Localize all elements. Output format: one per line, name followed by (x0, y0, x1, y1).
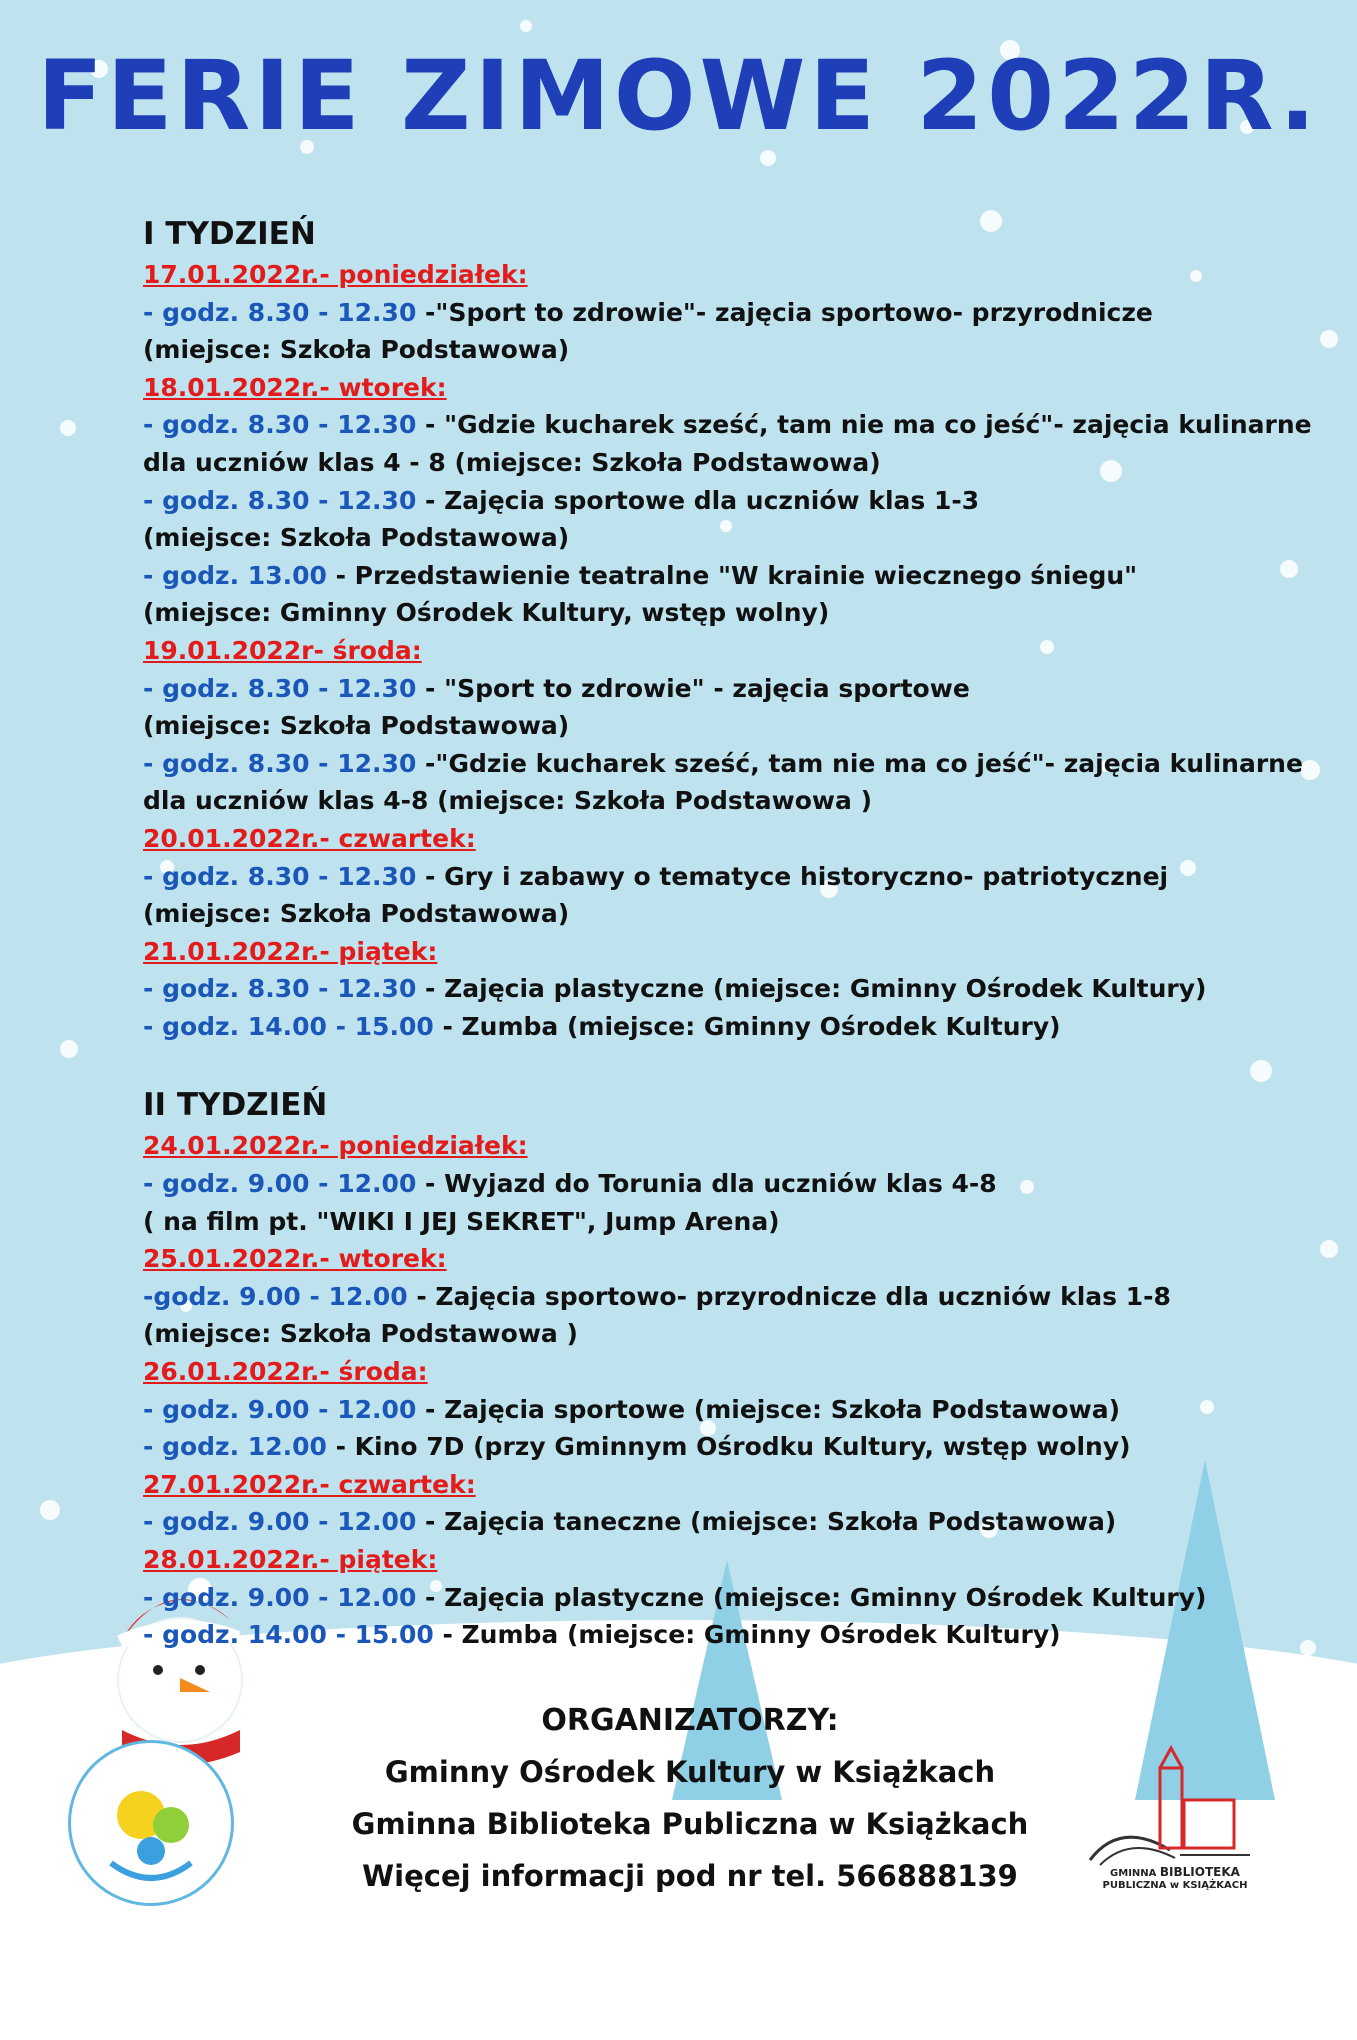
event-line (143, 1579, 1293, 1617)
event-text: - Zajęcia sportowe (miejsce: Szkoła Podstawowa) (416, 1394, 1120, 1424)
event-line (143, 594, 1293, 632)
snowflake (520, 20, 532, 32)
event-time: - godz. 13.00 (143, 560, 327, 590)
event-time: - godz. 8.30 - 12.30 (143, 410, 417, 440)
week1-days (143, 256, 1312, 1045)
event-time: - godz. 8.30 - 12.30 (143, 673, 417, 703)
event-line (143, 1203, 1293, 1241)
event-line (143, 331, 1293, 369)
event-text: ( na film pt. "WIKI I JEJ SEKRET", Jump Arena) (143, 1206, 780, 1236)
culture-center-logo (68, 1740, 234, 1906)
organizers-block (290, 1696, 1090, 1902)
event-time: - godz. 8.30 - 12.30 (143, 748, 417, 778)
event-time: - godz. 8.30 - 12.30 (143, 861, 417, 891)
week2-heading: II TYDZIEŃ (143, 1087, 328, 1124)
event-line (143, 1315, 1293, 1353)
schedule (143, 212, 1312, 1654)
event-line (143, 1428, 1293, 1466)
event-text: (miejsce: Szkoła Podstawowa) (143, 711, 570, 741)
event-text: - Zajęcia plastyczne (miejsce: Gminny Ośrodek Kultury) (416, 1582, 1207, 1612)
event-time: - godz. 8.30 - 12.30 (143, 974, 417, 1004)
event-time: - godz. 9.00 - 12.00 (143, 1394, 417, 1424)
event-line (143, 745, 1303, 783)
week1-heading: I TYDZIEŃ (143, 216, 316, 252)
contact-phone-line: Więcej informacji pod nr tel. 566888139 (362, 1859, 1018, 1893)
event-text: (miejsce: Szkoła Podstawowa) (143, 523, 570, 553)
organizer-library: Gminna Biblioteka Publiczna w Książkach (351, 1807, 1029, 1841)
snowflake (1300, 1640, 1316, 1656)
event-time: - godz. 14.00 - 15.00 (143, 1011, 434, 1041)
event-time: - godz. 9.00 - 12.00 (143, 1169, 417, 1199)
event-line (143, 294, 1293, 332)
event-line (143, 670, 1293, 708)
day-date: 17.01.2022r.- poniedziałek: (143, 260, 528, 289)
snowflake (60, 1040, 78, 1058)
snowflake (40, 1500, 60, 1520)
event-text: - Zajęcia taneczne (miejsce: Szkoła Podstawowa) (416, 1507, 1117, 1537)
day-date: 21.01.2022r.- piątek: (143, 936, 438, 966)
day-date: 27.01.2022r.- czwartek: (143, 1469, 476, 1499)
snowflake (1320, 330, 1338, 348)
event-line (143, 1391, 1293, 1429)
event-time: - godz. 8.30 - 12.30 (143, 485, 417, 515)
event-line (143, 1503, 1293, 1541)
day-date: 20.01.2022r.- czwartek: (143, 823, 476, 853)
event-text: (miejsce: Szkoła Podstawowa) (143, 899, 570, 929)
day-date: 28.01.2022r.- piątek: (143, 1545, 438, 1574)
event-time: - godz. 14.00 - 15.00 (143, 1620, 434, 1650)
culture-center-logo-icon (71, 1743, 231, 1903)
event-text: -"Gdzie kucharek sześć, tam nie ma co jeść"- zajęcia kulinarne (416, 748, 1303, 778)
event-line (143, 1616, 1293, 1654)
event-text: -"Sport to zdrowie"- zajęcia sportowo- przyrodnicze (416, 297, 1153, 327)
day-date: 26.01.2022r.- środa: (143, 1357, 428, 1387)
snowflake (1320, 1240, 1338, 1258)
event-text: - Wyjazd do Torunia dla uczniów klas 4-8 (416, 1169, 997, 1199)
event-text: - Zajęcia sportowo- przyrodnicze dla uczniów klas 1-8 (407, 1281, 1171, 1311)
event-line (143, 895, 1293, 933)
event-line (143, 782, 1293, 820)
event-text: (miejsce: Gminny Ośrodek Kultury, wstęp wolny) (143, 598, 830, 628)
event-text: - Gry i zabawy o tematyce historyczno- patriotycznej (416, 861, 1169, 891)
event-text: (miejsce: Szkoła Podstawowa ) (143, 1319, 578, 1349)
day-date: 19.01.2022r- środa: (143, 635, 422, 665)
event-text: - "Sport to zdrowie" - zajęcia sportowe (416, 673, 970, 703)
page-title: FERIE ZIMOWE 2022R. (37, 40, 1320, 152)
event-line (143, 519, 1293, 557)
snowflake (60, 420, 76, 436)
event-text: - Zumba (miejsce: Gminny Ośrodek Kultury) (433, 1011, 1061, 1041)
day-date: 24.01.2022r.- poniedziałek: (143, 1131, 528, 1161)
event-line (143, 406, 1312, 444)
event-line (143, 1278, 1293, 1316)
event-text: - Zumba (miejsce: Gminny Ośrodek Kultury) (433, 1620, 1061, 1650)
organizer-culture-center: Gminny Ośrodek Kultury w Książkach (384, 1755, 996, 1789)
event-text: dla uczniów klas 4-8 (miejsce: Szkoła Podstawowa ) (143, 786, 872, 816)
snowflake (1300, 760, 1320, 780)
event-line (143, 970, 1293, 1008)
event-line (143, 1165, 1293, 1203)
event-text: (miejsce: Szkoła Podstawowa) (143, 335, 570, 365)
event-time: - godz. 9.00 - 12.00 (143, 1507, 417, 1537)
event-time: - godz. 8.30 - 12.30 (143, 297, 417, 327)
event-line (143, 707, 1293, 745)
organizers-heading: ORGANIZATORZY: (541, 1703, 839, 1738)
event-text: - Kino 7D (przy Gminnym Ośrodku Kultury, wstęp wolny) (326, 1432, 1131, 1462)
event-line (143, 1008, 1293, 1046)
event-text: - Zajęcia sportowe dla uczniów klas 1-3 (416, 485, 980, 515)
day-date: 25.01.2022r.- wtorek: (143, 1244, 447, 1274)
snowflake (760, 150, 776, 166)
library-logo-text: GMINNA BIBLIOTEKA PUBLICZNA w KSIĄŻKACH (1102, 1865, 1248, 1891)
day-date: 18.01.2022r.- wtorek: (143, 372, 447, 402)
event-line (143, 482, 1293, 520)
event-line (143, 557, 1293, 595)
event-text: - Zajęcia plastyczne (miejsce: Gminny Ośrodek Kultury) (416, 974, 1207, 1004)
event-time: - godz. 12.00 (143, 1432, 327, 1462)
event-text: - Przedstawienie teatralne "W krainie wiecznego śniegu" (326, 560, 1138, 590)
event-line (143, 858, 1293, 896)
week2-days (143, 1127, 1293, 1653)
event-text: - "Gdzie kucharek sześć, tam nie ma co jeść"- zajęcia kulinarne (416, 410, 1312, 440)
event-line (143, 444, 1293, 482)
event-time: - godz. 9.00 - 12.00 (143, 1582, 417, 1612)
event-time: -godz. 9.00 - 12.00 (143, 1281, 408, 1311)
event-text: dla uczniów klas 4 - 8 (miejsce: Szkoła Podstawowa) (143, 447, 881, 477)
